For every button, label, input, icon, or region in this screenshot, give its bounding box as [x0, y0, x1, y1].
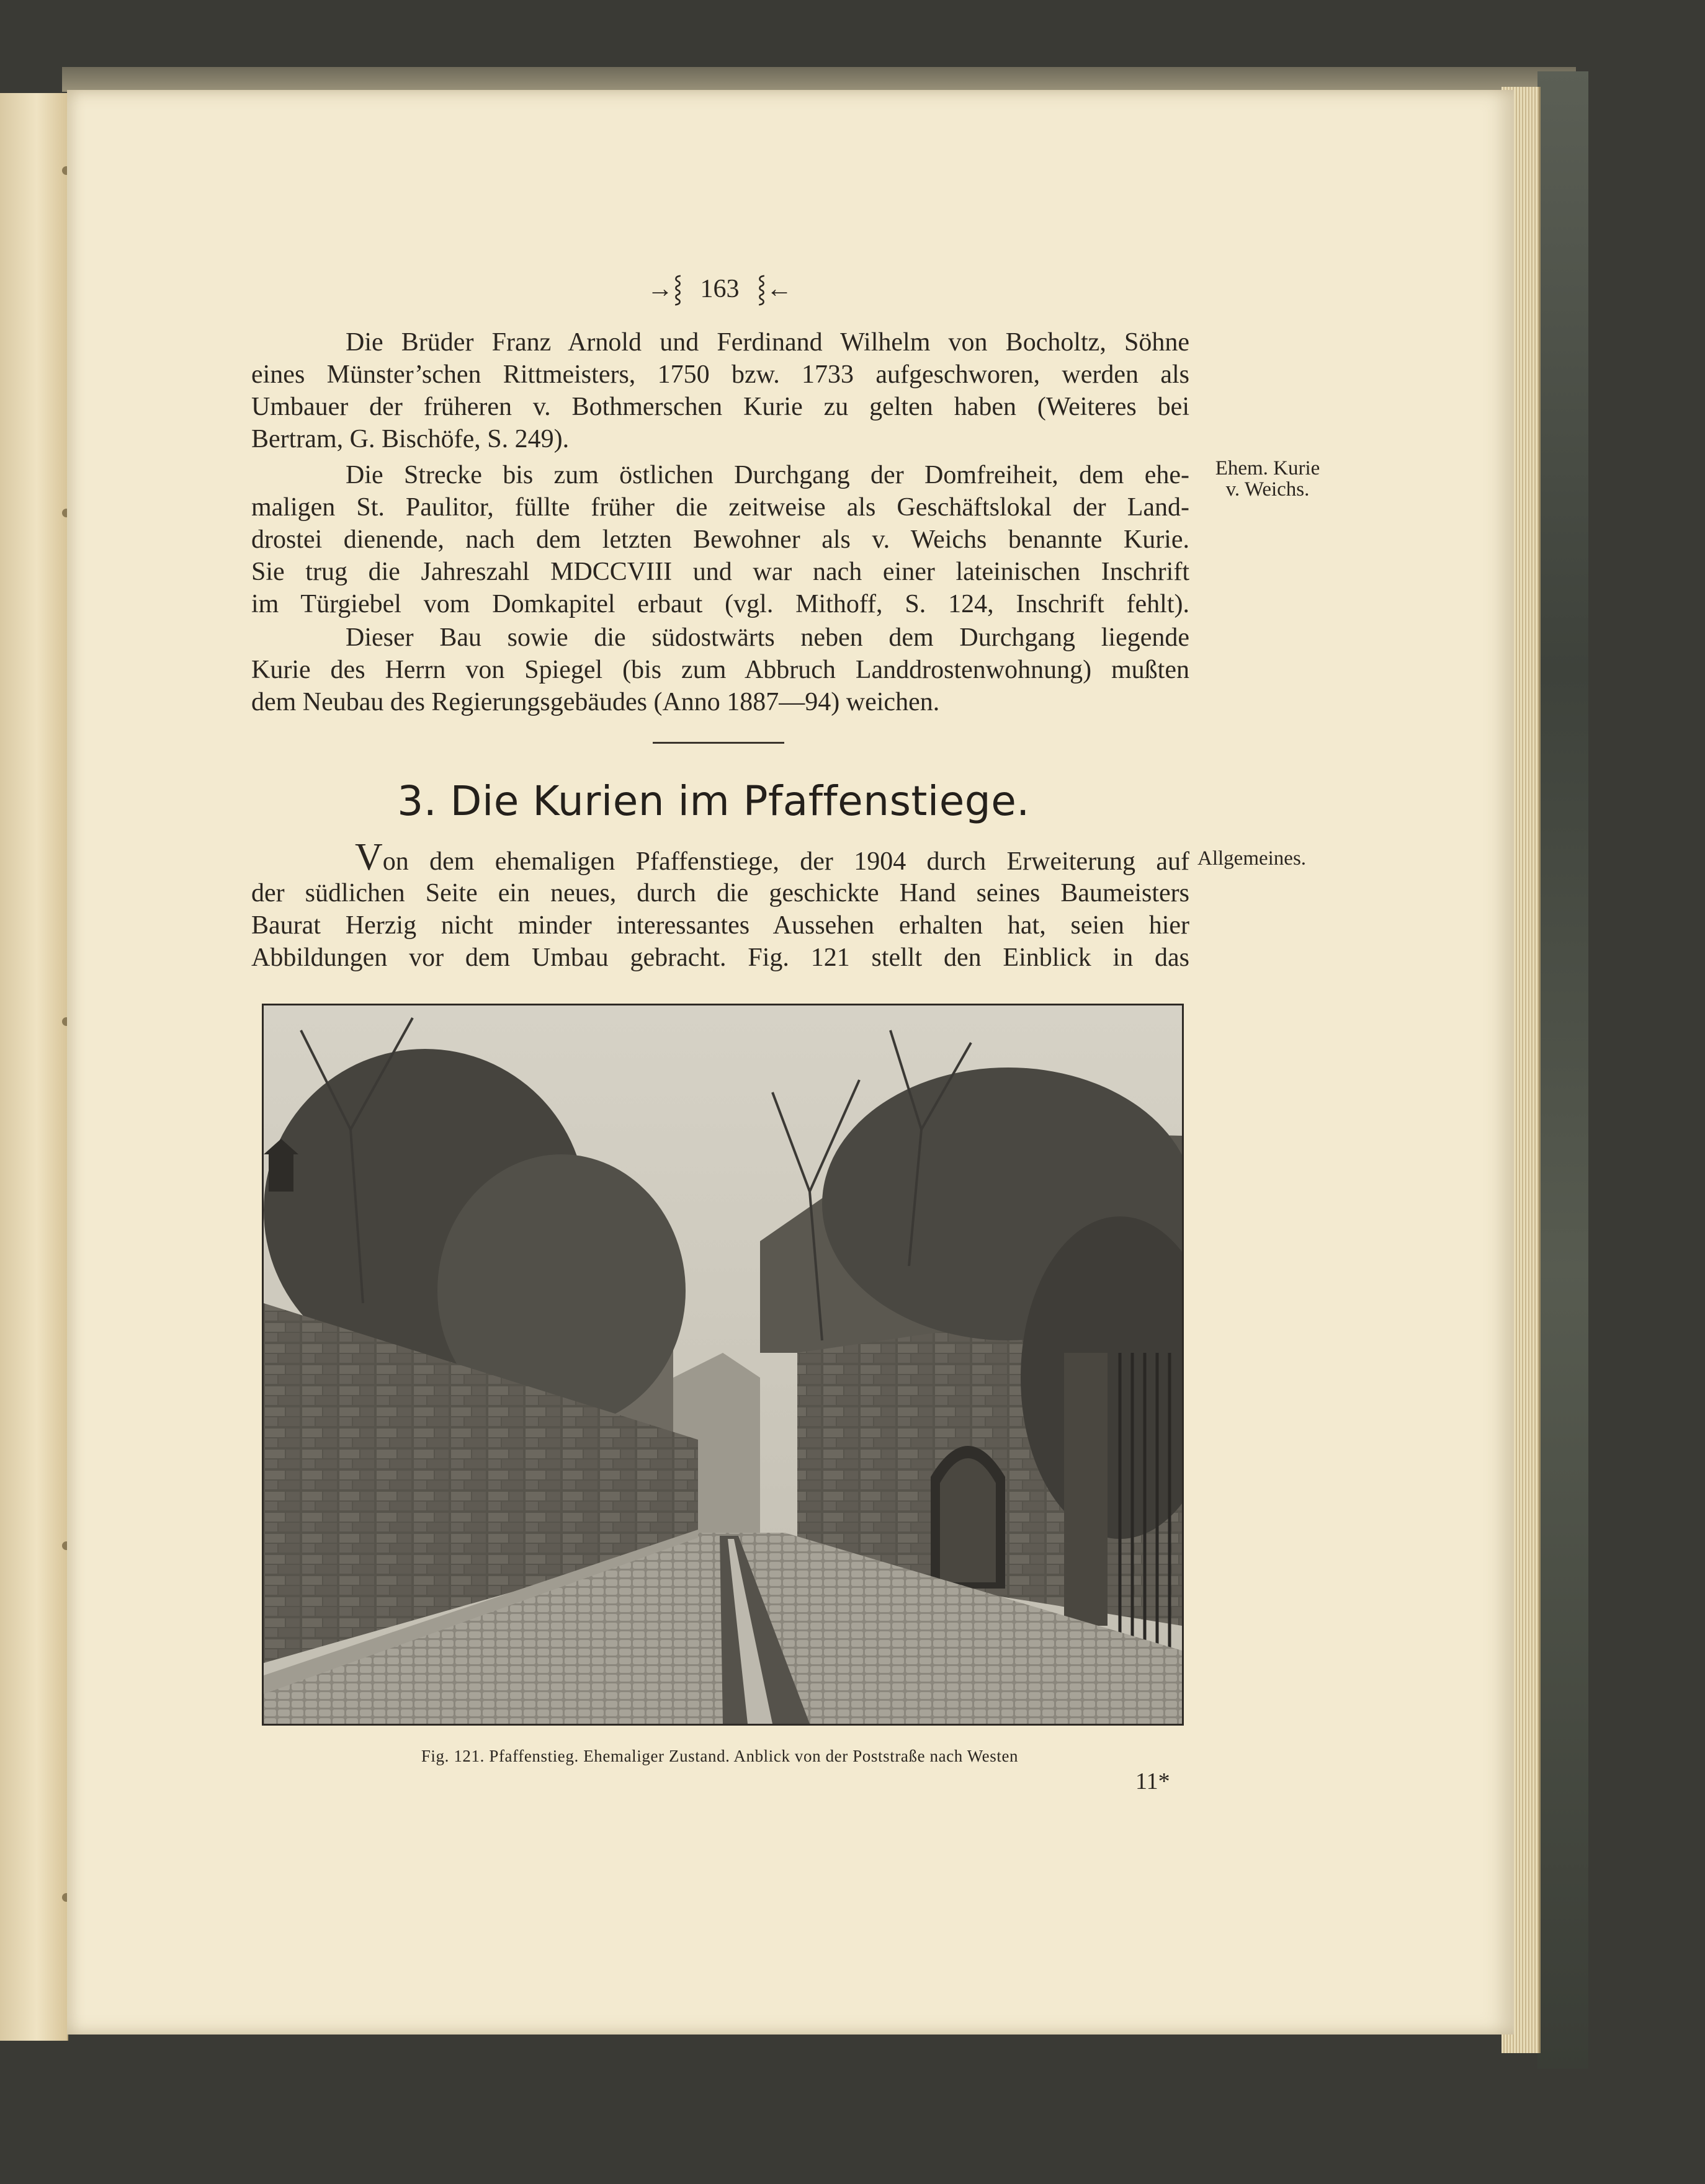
page-number-ornament-right: ⸾← [757, 275, 793, 303]
book-top-edge [62, 67, 1576, 92]
paragraph-3-line-3: dem Neubau des Regierungsgebäudes (Anno 1887—94) weichen. [251, 688, 940, 716]
margin-note-weichs-line-1: Ehem. Kurie [1215, 457, 1320, 479]
paragraph-2-line-5: im Türgiebel vom Domkapitel erbaut (vgl. Mithoff, S. 124, Inschrift fehlt). [251, 590, 1189, 618]
street-photograph [262, 1004, 1184, 1726]
paragraph-4-line-3: Baurat Herzig nicht minder interessantes Aussehen erhalten hat, seien hier [251, 911, 1189, 940]
dropcap-letter: V [355, 836, 383, 878]
page-number-value: 163 [700, 275, 740, 303]
paragraph-4-line-4: Abbildungen vor dem Umbau gebracht. Fig. 121 stellt den Einblick in das [251, 943, 1189, 972]
paragraph-1-line-4: Bertram, G. Bischöfe, S. 249). [251, 425, 570, 453]
left-page-edge [0, 93, 68, 2041]
paragraph-3-line-1: Dieser Bau sowie die südostwärts neben dem Durchgang liegende [346, 623, 1189, 652]
paragraph-2-line-4: Sie trug die Jahreszahl MDCCVIII und war nach einer lateinischen Inschrift [251, 558, 1189, 586]
margin-note-weichs [1202, 458, 1333, 500]
paragraph-2-line-1: Die Strecke bis zum östlichen Durchgang der Domfreiheit, dem ehe- [346, 461, 1189, 489]
page-number [620, 273, 819, 305]
section-heading: 3. Die Kurien im Pfaffenstiege. [397, 777, 1030, 825]
section-divider [653, 742, 784, 744]
paragraph-1-line-3: Umbauer der früheren v. Bothmerschen Kurie zu gelten haben (Weiteres bei [251, 393, 1189, 421]
photo-illustration [264, 1005, 1182, 1724]
paragraph-4-line-1 [355, 836, 1189, 878]
figure-caption: Fig. 121. Pfaffenstieg. Ehemaliger Zustand. Anblick von der Poststraße nach Westen [421, 1747, 1019, 1765]
paragraph-1-line-1: Die Brüder Franz Arnold und Ferdinand Wilhelm von Bocholtz, Söhne [346, 328, 1189, 357]
paragraph-4-line-2: der südlichen Seite ein neues, durch die geschickte Hand seines Baumeisters [251, 879, 1189, 907]
paragraph-2-line-3: drostei dienende, nach dem letzten Bewohner als v. Weichs benannte Kurie. [251, 525, 1189, 554]
margin-note-allgemeines: Allgemeines. [1197, 847, 1307, 870]
paragraph-2-line-2: maligen St. Paulitor, füllte früher die zeitweise als Geschäftslokal der Land- [251, 493, 1189, 522]
page-number-ornament-left: →⸾ [647, 275, 682, 303]
printer-signature: 11* [1135, 1768, 1170, 1794]
margin-note-weichs-line-2: v. Weichs. [1225, 478, 1310, 501]
paragraph-4-line-1-text: on dem ehemaligen Pfaffenstiege, der 1904 durch Erweiterung auf [382, 847, 1189, 876]
paragraph-1-line-2: eines Münster’schen Rittmeisters, 1750 bzw. 1733 aufgeschworen, werden als [251, 360, 1189, 389]
paragraph-3-line-2: Kurie des Herrn von Spiegel (bis zum Abbruch Landdrostenwohnung) mußten [251, 656, 1189, 684]
book-cover [1537, 71, 1588, 2069]
